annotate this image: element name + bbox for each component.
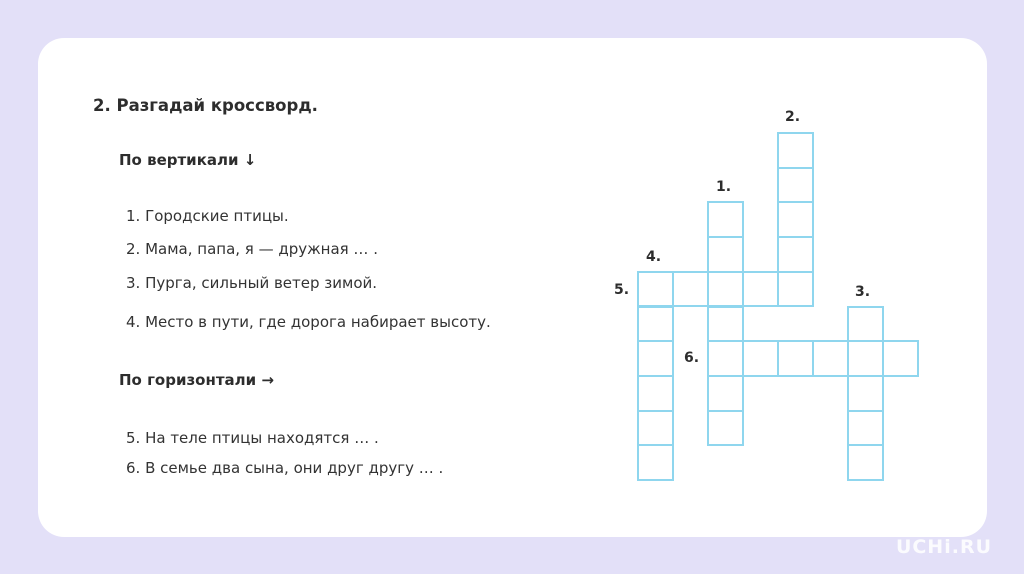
crossword-cell[interactable] xyxy=(637,306,674,343)
crossword-cell[interactable] xyxy=(637,410,674,447)
crossword-cell[interactable] xyxy=(637,375,674,412)
crossword-cell[interactable] xyxy=(742,340,779,377)
crossword-cell[interactable] xyxy=(847,340,884,377)
horizontal-clue-5: 5. На теле птицы находятся … . xyxy=(126,429,379,447)
uchi-watermark: UCHi.RU xyxy=(895,536,992,558)
crossword-cell[interactable] xyxy=(637,444,674,481)
crossword-cell[interactable] xyxy=(672,271,709,308)
horizontal-heading: По горизонтали → xyxy=(119,371,274,389)
crossword-number-4: 4. xyxy=(646,249,662,265)
crossword-cell[interactable] xyxy=(707,271,744,308)
crossword-cell[interactable] xyxy=(707,306,744,343)
crossword-number-6: 6. xyxy=(684,350,700,366)
crossword-cell[interactable] xyxy=(847,444,884,481)
crossword-number-5: 5. xyxy=(614,282,630,298)
vertical-clue-4: 4. Место в пути, где дорога набирает высоту. xyxy=(126,313,491,331)
crossword-cell[interactable] xyxy=(637,340,674,377)
crossword-cell[interactable] xyxy=(847,375,884,412)
crossword-cell[interactable] xyxy=(707,201,744,238)
crossword-cell[interactable] xyxy=(707,340,744,377)
vertical-heading: По вертикали ↓ xyxy=(119,151,257,169)
crossword-number-3: 3. xyxy=(855,284,871,300)
crossword-cell[interactable] xyxy=(847,410,884,447)
crossword-cell[interactable] xyxy=(742,271,779,308)
crossword-cell[interactable] xyxy=(707,410,744,447)
crossword-cell[interactable] xyxy=(777,201,814,238)
task-title: 2. Разгадай кроссворд. xyxy=(93,96,318,115)
crossword-cell[interactable] xyxy=(882,340,919,377)
crossword-cell[interactable] xyxy=(777,236,814,273)
crossword-cell[interactable] xyxy=(777,132,814,169)
crossword-number-1: 1. xyxy=(716,179,732,195)
crossword-cell[interactable] xyxy=(707,375,744,412)
crossword-cell[interactable] xyxy=(777,340,814,377)
horizontal-clue-6: 6. В семье два сына, они друг другу … . xyxy=(126,459,444,477)
crossword-cell[interactable] xyxy=(777,271,814,308)
vertical-clue-2: 2. Мама, папа, я — дружная … . xyxy=(126,240,378,258)
crossword-cell[interactable] xyxy=(777,167,814,204)
vertical-clue-3: 3. Пурга, сильный ветер зимой. xyxy=(126,274,378,292)
crossword-number-2: 2. xyxy=(785,109,801,125)
crossword-cell[interactable] xyxy=(847,306,884,343)
vertical-clue-1: 1. Городские птицы. xyxy=(126,207,289,225)
crossword-cell[interactable] xyxy=(812,340,849,377)
crossword-cell[interactable] xyxy=(707,236,744,273)
crossword-cell[interactable] xyxy=(637,271,674,308)
